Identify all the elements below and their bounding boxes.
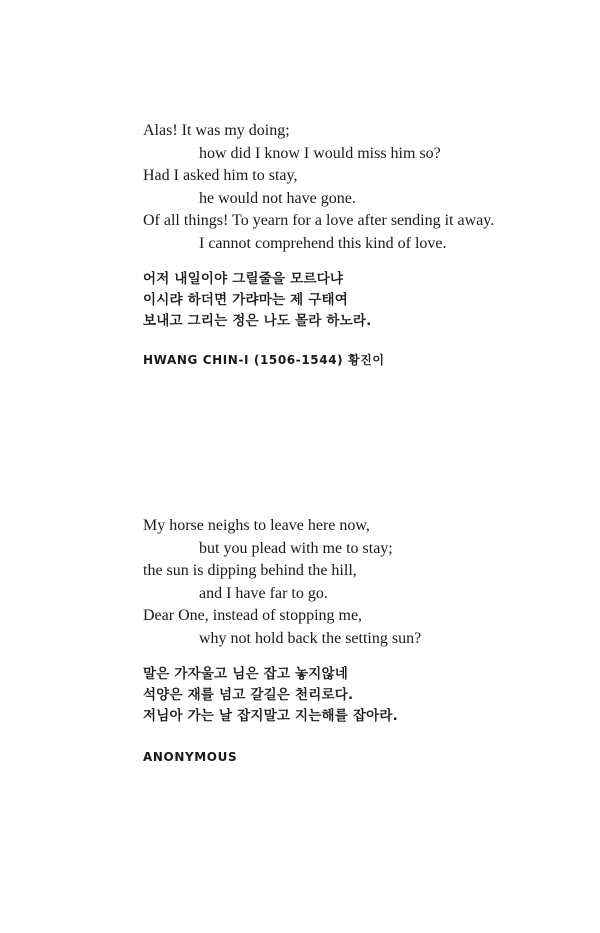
english-line: Dear One, instead of stopping me, (143, 607, 363, 624)
english-line: Alas! It was my doing; (143, 122, 290, 139)
english-line: and I have far to go. (199, 584, 328, 602)
english-line: My horse neighs to leave here now, (143, 517, 370, 534)
english-line: I cannot comprehend this kind of love. (199, 234, 447, 252)
korean-line: 보내고 그리는 정은 나도 몰라 하노라. (143, 313, 372, 329)
korean-line: 어저 내일이야 그릴줄을 모르다냐 (143, 271, 344, 287)
poem-block (143, 515, 583, 765)
english-line: how did I know I would miss him so? (199, 144, 441, 162)
english-line: he would not have gone. (199, 189, 356, 207)
korean-line: 말은 가자울고 님은 잡고 놓지않네 (143, 666, 348, 682)
english-line: Of all things! To yearn for a love after sending it away. (143, 212, 495, 229)
korean-line: 저님아 가는 날 잡지말고 지는해를 잡아라. (143, 708, 398, 724)
english-stanza (143, 120, 583, 255)
korean-line: 이시랴 하더면 가랴마는 제 구태여 (143, 292, 348, 308)
poem-block (143, 120, 583, 368)
english-line: but you plead with me to stay; (199, 539, 393, 557)
english-stanza (143, 515, 583, 650)
poem-attribution: HWANG CHIN-I (1506-1544) 황진이 (143, 353, 385, 367)
english-line: the sun is dipping behind the hill, (143, 562, 357, 579)
english-line: why not hold back the setting sun? (199, 629, 422, 647)
poem-attribution: ANONYMOUS (143, 750, 238, 764)
korean-stanza (143, 269, 583, 332)
english-line: Had I asked him to stay, (143, 167, 298, 184)
korean-stanza (143, 664, 583, 727)
korean-line: 석양은 재를 넘고 갈길은 천리로다. (143, 687, 354, 703)
